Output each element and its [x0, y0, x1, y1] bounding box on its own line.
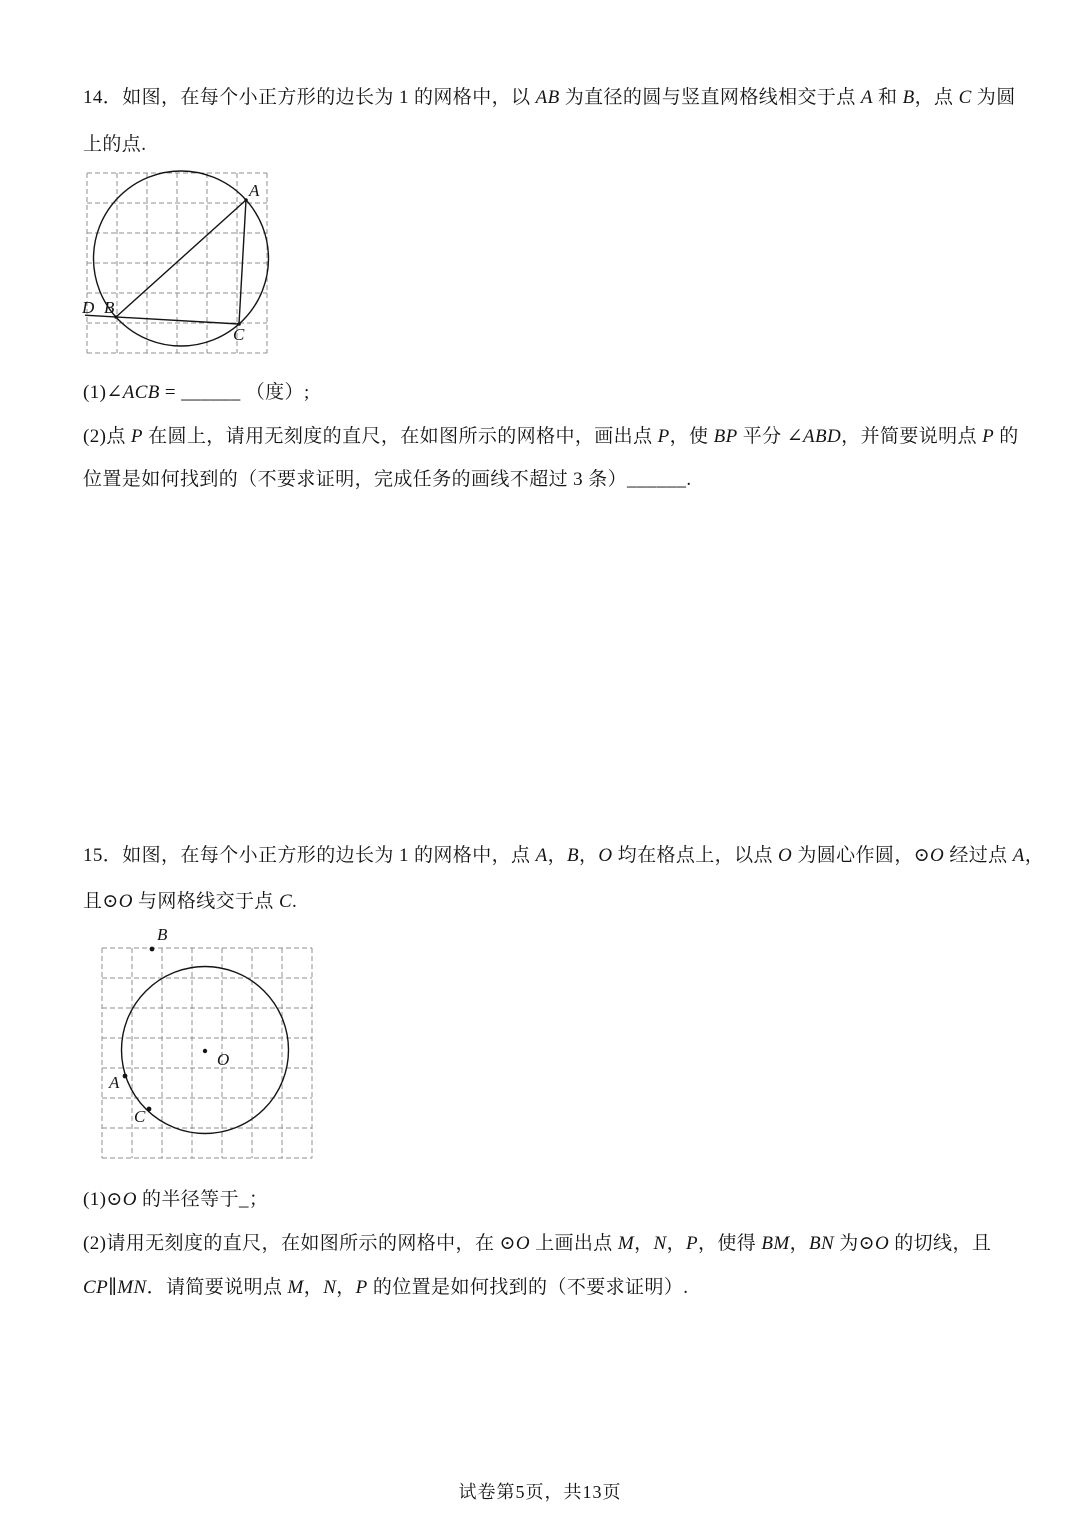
figure15-grid-vertical-lines	[102, 948, 312, 1158]
figure-problem15	[95, 918, 330, 1173]
figure14-label-B: B	[104, 298, 115, 317]
problem15-part2-line2: CP∥MN．请简要说明点 M，N，P 的位置是如何找到的（不要求证明）.	[83, 1277, 689, 1298]
problem14-part2-line2: 位置是如何找到的（不要求证明，完成任务的画线不超过 3 条）______.	[83, 469, 692, 490]
problem14-part2-line1: (2)点 P 在圆上，请用无刻度的直尺，在如图所示的网格中，画出点 P，使 BP 平分 ∠ABD，并简要说明点 P 的	[83, 426, 1019, 447]
figure15-svg	[95, 918, 330, 1168]
figure14-chord-AB	[116, 200, 246, 317]
figure15-label-A: A	[109, 1073, 120, 1092]
figure14-svg	[82, 163, 294, 365]
figure15-label-O: O	[217, 1050, 230, 1069]
figure15-label-C: C	[134, 1107, 146, 1126]
figure15-point-O	[203, 1049, 207, 1053]
figure14-label-C: C	[233, 325, 245, 344]
problem15-part1: (1)⊙O 的半径等于_；	[83, 1189, 269, 1210]
figure15-grid-horizontal-lines	[102, 948, 312, 1158]
figure14-label-A: A	[249, 181, 260, 200]
figure15-point-B	[150, 947, 155, 952]
figure15-label-B: B	[157, 925, 168, 944]
figure14-point-B	[114, 315, 118, 319]
problem14-part1: (1)∠ACB = ______ （度）;	[83, 382, 310, 403]
figure14-label-D: D	[82, 298, 95, 317]
figure14-chord-AC	[239, 200, 246, 324]
problem15-stem-line1: 15．如图，在每个小正方形的边长为 1 的网格中，点 A，B，O 均在格点上，以点 O 为圆心作圆，⊙O 经过点 A，	[83, 845, 1045, 866]
figure15-point-A	[123, 1074, 128, 1079]
problem14-stem-line2: 上的点.	[83, 134, 147, 155]
figure14-point-A	[244, 198, 248, 202]
problem15-stem-line2: 且⊙O 与网格线交于点 C.	[83, 891, 298, 912]
problem15-part2-line1: (2)请用无刻度的直尺，在如图所示的网格中，在 ⊙O 上画出点 M，N，P，使得 BM，BN 为⊙O 的切线，且	[83, 1233, 992, 1254]
problem14-stem-line1: 14．如图，在每个小正方形的边长为 1 的网格中，以 AB 为直径的圆与竖直网格线相交于点 A 和 B，点 C 为圆	[83, 87, 1016, 108]
figure15-point-C	[147, 1107, 152, 1112]
page-footer: 试卷第5页，共13页	[458, 1482, 622, 1502]
figure-problem14	[82, 163, 294, 370]
